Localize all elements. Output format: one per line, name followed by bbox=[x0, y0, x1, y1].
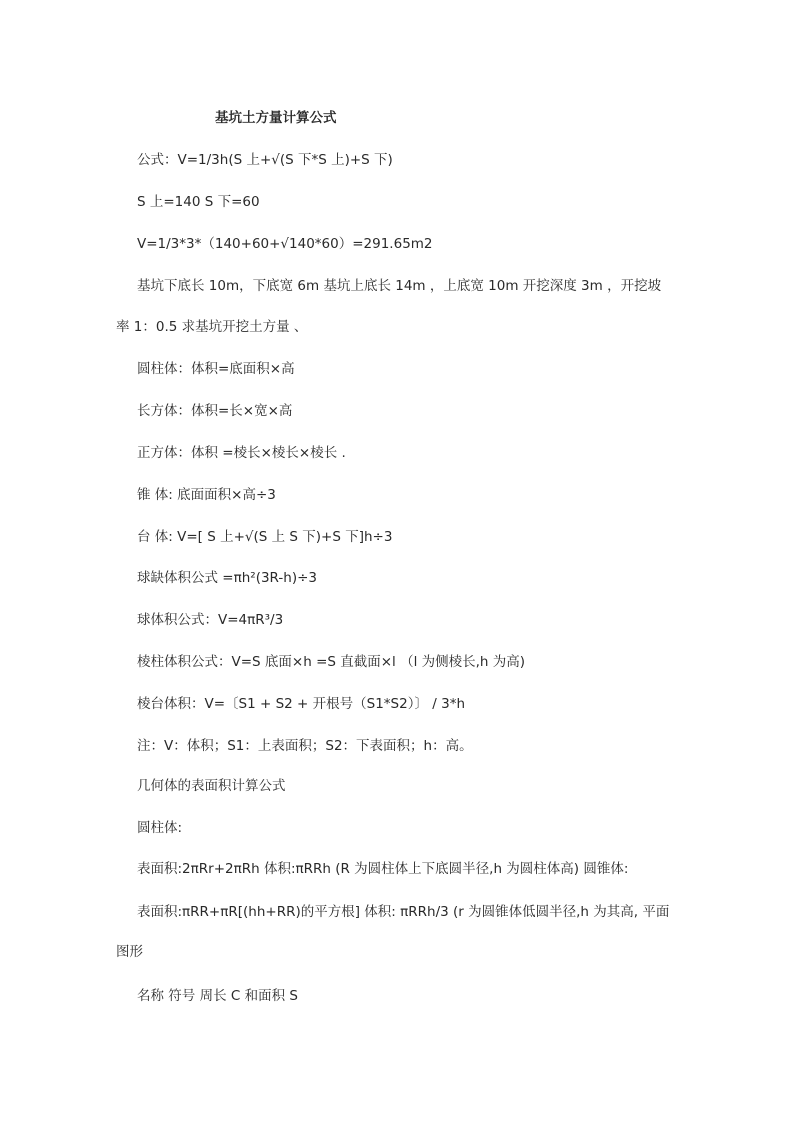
paragraph-prism: 棱柱体积公式：V=S 底面×h =S 直截面×l （l 为侧棱长,h 为高) bbox=[137, 654, 526, 670]
paragraph-frustum: 台 体: V=[ S 上+√(S 上 S 下)+S 下]h÷3 bbox=[137, 529, 393, 545]
paragraph-cube: 正方体：体积 =棱长×棱长×棱长 . bbox=[137, 445, 346, 461]
paragraph-plane-figure: 图形 bbox=[116, 944, 143, 960]
paragraph-spherical-cap: 球缺体积公式 =πh²(3R-h)÷3 bbox=[137, 570, 317, 586]
paragraph-result: V=1/3*3*（140+60+√140*60）=291.65m2 bbox=[137, 236, 433, 252]
paragraph-cone-surface: 表面积:πRR+πR[(hh+RR)的平方根] 体积: πRRh/3 (r 为圆锥体低圆半径,h 为其高, 平面 bbox=[137, 904, 670, 920]
paragraph-table-header: 名称 符号 周长 C 和面积 S bbox=[137, 988, 298, 1004]
paragraph-note: 注：V：体积；S1：上表面积；S2：下表面积；h：高。 bbox=[137, 738, 473, 754]
paragraph-cylinder-label: 圆柱体: bbox=[137, 820, 183, 836]
paragraph-problem-cont: 率 1：0.5 求基坑开挖土方量 、 bbox=[116, 319, 308, 335]
paragraph-cone: 锥 体: 底面面积×高÷3 bbox=[137, 487, 276, 503]
paragraph-surface-heading: 几何体的表面积计算公式 bbox=[137, 778, 286, 794]
paragraph-prismoid: 棱台体积：V=〔S1 + S2 + 开根号（S1*S2）〕 / 3*h bbox=[137, 696, 465, 712]
paragraph-problem: 基坑下底长 10m，下底宽 6m 基坑上底长 14m ，上底宽 10m 开挖深度 3m ，开挖坡 bbox=[137, 278, 662, 294]
paragraph-cuboid: 长方体：体积=长×宽×高 bbox=[137, 403, 293, 419]
paragraph-cylinder: 圆柱体：体积=底面积×高 bbox=[137, 361, 295, 377]
page-title: 基坑土方量计算公式 bbox=[215, 110, 337, 126]
paragraph-formula: 公式：V=1/3h(S 上+√(S 下*S 上)+S 下) bbox=[137, 152, 393, 168]
paragraph-values: S 上=140 S 下=60 bbox=[137, 194, 260, 210]
paragraph-sphere: 球体积公式：V=4πR³/3 bbox=[137, 612, 284, 628]
paragraph-cylinder-surface: 表面积:2πRr+2πRh 体积:πRRh (R 为圆柱体上下底圆半径,h 为圆柱体高) 圆锥体: bbox=[137, 861, 629, 877]
